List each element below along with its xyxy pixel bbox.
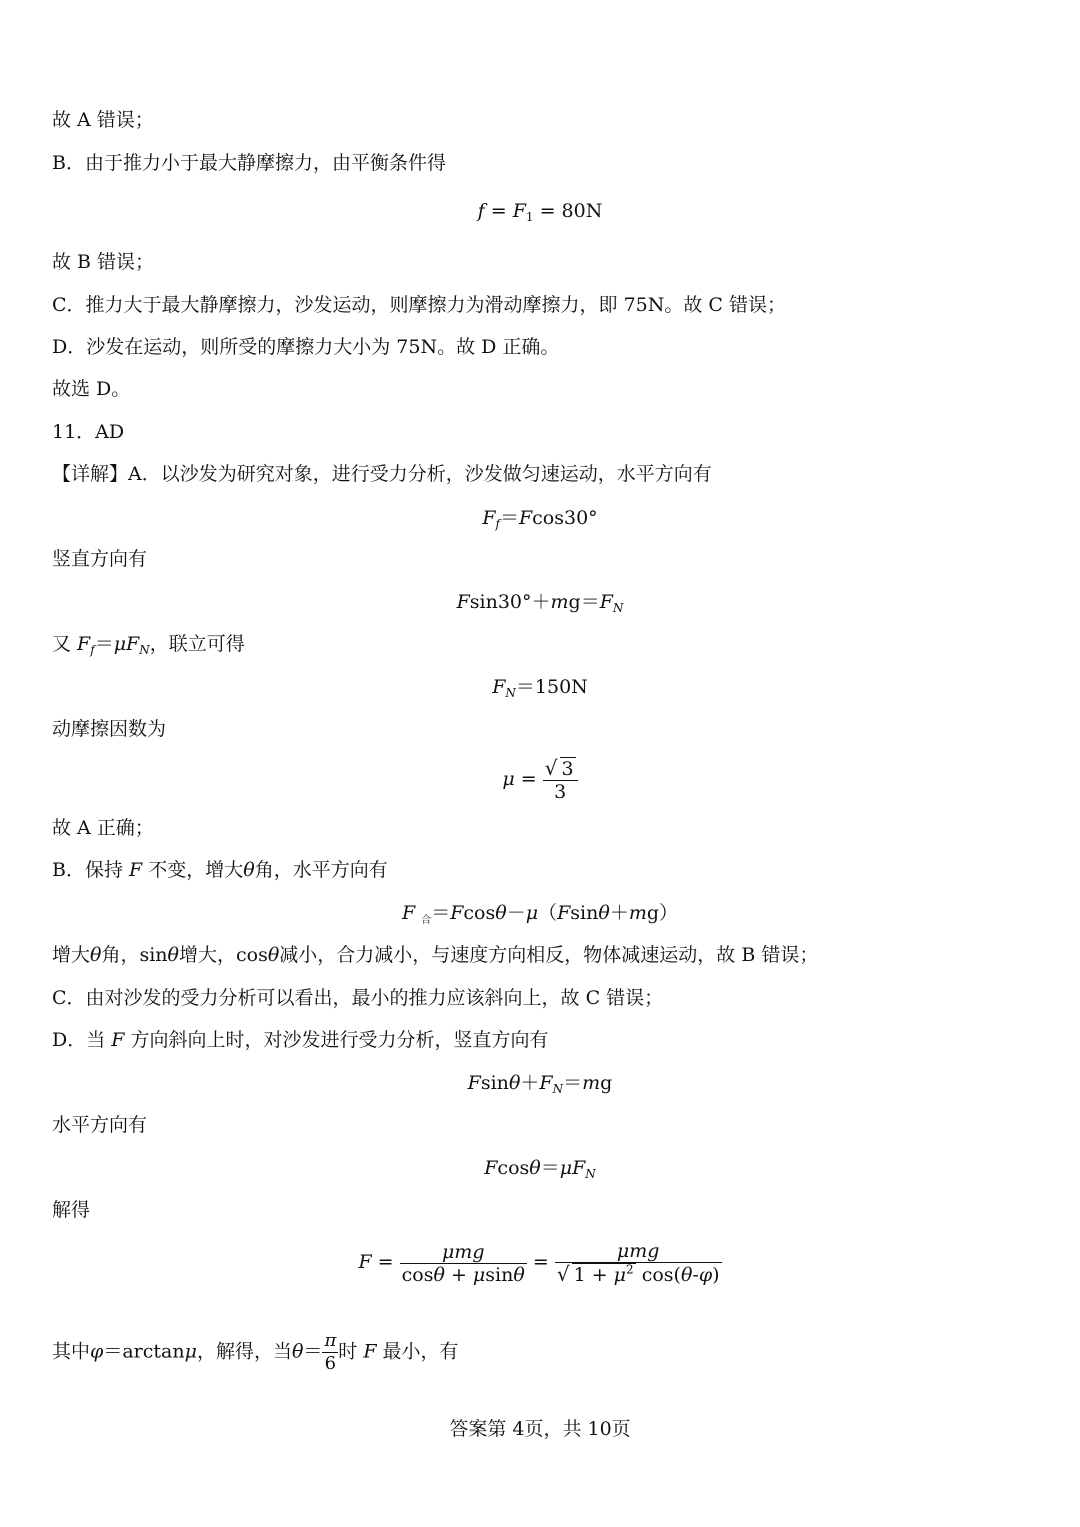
- text-line: 其中φ＝arctanμ，解得，当θ＝ $\frac{\pi}{6}$ 时 F 最小，有: [52, 1330, 459, 1374]
- formula-normal-force: $F_N=150N$: [492, 676, 588, 700]
- text-line: 又 $F_f=\mu F_N$，联立可得: [52, 633, 245, 657]
- formula-vertical: $Fsin30^\circ+mg=F_N$: [456, 591, 624, 615]
- formula-horizontal-2: $Fcos\theta=\mu F_N$: [484, 1157, 596, 1181]
- text-line: B．由于推力小于最大静摩擦力，由平衡条件得: [52, 152, 446, 174]
- text-line: C．推力大于最大静摩擦力，沙发运动，则摩擦力为滑动摩擦力，即 75N。故 C 错误；: [52, 294, 786, 316]
- formula-solution: F = $\frac{\text{μmg}}{\cos\theta + \mu\sin\theta}$ = $\frac{\text{μmg}}{√ 1 + \mu^2 \cos(\theta-\varphi)}$: [358, 1240, 720, 1286]
- text-line: 故 A 正确；: [52, 817, 154, 839]
- text-line: B．保持 F 不变，增大θ角，水平方向有: [52, 859, 388, 881]
- formula-mu: μ = $\frac{√ 3}{3}$: [0, 757, 1080, 803]
- text-line: 【详解】A．以沙发为研究对象，进行受力分析，沙发做匀速运动，水平方向有: [52, 463, 712, 485]
- page-footer: 答案第 4页，共 10页: [449, 1418, 631, 1440]
- text-line: C．由对沙发的受力分析可以看出，最小的推力应该斜向上，故 C 错误；: [52, 987, 664, 1009]
- text-line: D．当 F 方向斜向上时，对沙发进行受力分析，竖直方向有: [52, 1029, 549, 1051]
- formula-horizontal: $F_f=Fcos30^\circ$: [482, 507, 598, 531]
- text-line: 解得: [52, 1199, 91, 1221]
- text-line: 水平方向有: [52, 1114, 148, 1136]
- formula-vertical-2: $Fsin\theta+F_N=mg$: [467, 1072, 613, 1096]
- text-line: 故 B 错误；: [52, 251, 155, 273]
- text-line: 故 A 错误；: [52, 109, 154, 131]
- text-line: 动摩擦因数为: [52, 718, 167, 740]
- text-line: D．沙发在运动，则所受的摩擦力大小为 75N。故 D 正确。: [52, 336, 560, 358]
- formula-net-force: F $_合$＝Fcosθ－μ（Fsinθ＋mg）: [401, 902, 679, 926]
- text-line: 增大θ角，sinθ增大，cosθ减小，合力减小，与速度方向相反，物体减速运动，故 B 错误；: [52, 944, 819, 966]
- text-line: 故选 D。: [52, 378, 131, 400]
- question-number: 11．AD: [52, 421, 125, 443]
- formula-friction-static: $f = F_1 = 80N$: [477, 200, 603, 224]
- text-line: 竖直方向有: [52, 548, 148, 570]
